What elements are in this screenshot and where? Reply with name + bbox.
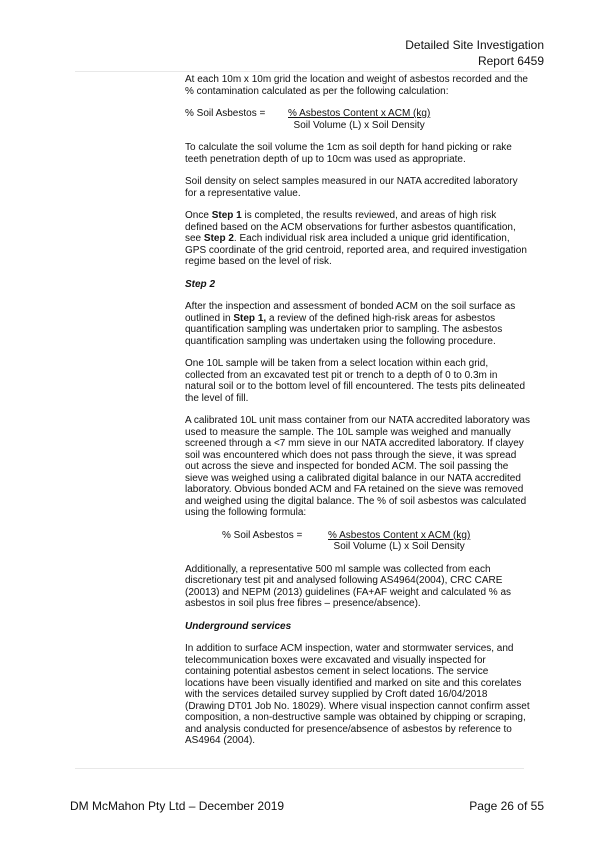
paragraph-step2-intro: After the inspection and assessment of bonded ACM on the soil surface as outlined in Step 1, a review of the defined high-risk areas for asbestos quantification sampling was undertaken prior to sampling. The asbestos quantification sampling was undertaken using the following procedure. [185, 301, 516, 347]
paragraph-soil-volume: To calculate the soil volume the 1cm as soil depth for hand picking or rake teeth penetration depth of up to 10cm was used as appropriate. [185, 142, 512, 165]
formula-lhs: % Soil Asbestos = [222, 529, 303, 541]
paragraph-step1-review: Once Step 1 is completed, the results reviewed, and areas of high risk defined based on the ACM observations for further asbestos quantification, see Step 2. Each individual risk area included a unique grid identification, GPS coordinate of the grid centroid, reported area, and required investigation regime based on the level of risk. [185, 210, 527, 267]
formula-numerator: % Asbestos Content x ACM (kg) [328, 529, 471, 541]
footer-company: DM McMahon Pty Ltd – December 2019 [70, 799, 285, 813]
footer-divider [75, 768, 524, 769]
formula-fraction [328, 530, 470, 553]
paragraph-sample-collection: One 10L sample will be taken from a select location within each grid, collected from an excavated test pit or trench to a depth of 0 to 0.3m in natural soil or to the bottom level of fill encountered. The tests pits delineated the level of fill. [185, 358, 526, 404]
formula-denominator: Soil Volume (L) x Soil Density [293, 119, 425, 131]
step2-heading: Step 2 [185, 278, 216, 290]
soil-asbestos-formula-2 [185, 530, 530, 553]
paragraph-representative-sample: Additionally, a representative 500 ml sample was collected from each discretionary test pit and analysed following AS4964(2004), CRC CARE (20013) and NEPM (2013) guidelines (FA+AF weight and calculated % as asbestos in soil plus free fibres – presence/absence). [185, 563, 512, 609]
step1-ref: Step 1 [211, 210, 242, 221]
soil-asbestos-formula [185, 108, 530, 131]
paragraph-soil-density: Soil density on select samples measured in our NATA accredited laboratory for a representative value. [185, 176, 518, 199]
header-title: Detailed Site Investigation [405, 38, 544, 52]
paragraph-grid-calculation: At each 10m x 10m grid the location and weight of asbestos recorded and the % contamination calculated as per the following calculation: [185, 74, 528, 97]
header-report-number: Report 6459 [477, 54, 544, 68]
header-divider [75, 71, 524, 72]
paragraph-sieve-procedure: A calibrated 10L unit mass container from our NATA accredited laboratory was used to measure the sample. The 10L sample was weighed and manually screened through a <7 mm sieve in our NATA accredited laboratory. If clayey soil was encountered which does not pass through the sieve, it was spread out across the sieve and inspected for bonded ACM. The soil passing the sieve was weighed using a calibrated digital balance in our NATA accredited laboratory. Obvious bonded ACM and FA retained on the sieve was removed and weighed using the digital balance. The % of soil asbestos was calculated using the following formula: [185, 415, 530, 518]
formula-lhs: % Soil Asbestos = [185, 108, 266, 119]
underground-services-heading: Underground services [185, 620, 292, 632]
formula-numerator: % Asbestos Content x ACM (kg) [288, 108, 431, 119]
formula-denominator: Soil Volume (L) x Soil Density [333, 541, 465, 552]
formula-fraction [288, 108, 430, 131]
step1-ref-2: Step 1, [233, 312, 267, 324]
step2-ref: Step 2 [203, 233, 234, 244]
page-body [185, 74, 530, 747]
paragraph-underground-services: In addition to surface ACM inspection, water and stormwater services, and telecommunication boxes were excavated and visually inspected for containing potential asbestos cement in select locations. The service locations have been visually identified and marked on site and this corelates with the services detailed survey supplied by Croft dated 16/04/2018 (Drawing DT01 Job No. 18029). Where visual inspection cannot confirm asset composition, a non-destructive sample was obtained by chipping or scraping, and analysis conducted for presence/absence of asbestos by reference to AS4964 (2004). [185, 643, 530, 746]
page-header [405, 37, 544, 69]
footer-page-number: Page 26 of 55 [469, 799, 544, 813]
